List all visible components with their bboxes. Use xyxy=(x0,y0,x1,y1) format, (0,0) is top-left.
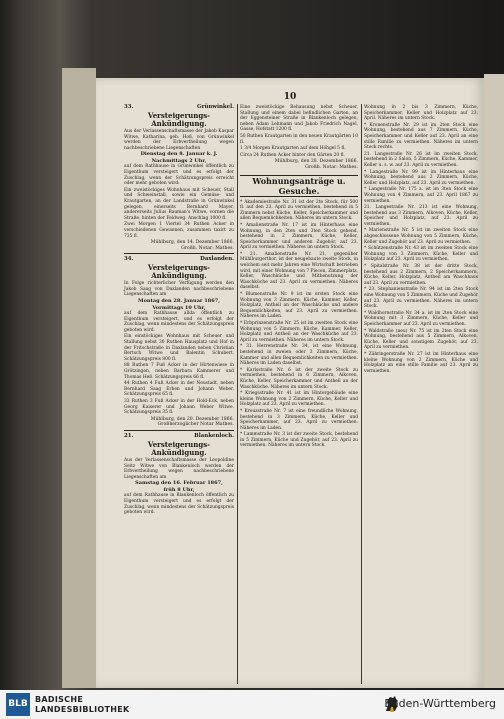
notary-signature: Großherzoglicher Notar Mathes. xyxy=(157,422,234,428)
place-date: Mühlburg, den 28. Dezember 1866. xyxy=(274,159,358,165)
place-date: Mühlburg, den 14. Dezember 1866. xyxy=(150,240,234,246)
column-rule xyxy=(237,104,238,684)
section-body: auf dem Rathhause in Blankenloch öffentlich zu Eigenthum versteigert und es erfolgt der Zuschlag, wenn mindestens der Schätzungspreis geboten wird. xyxy=(124,493,234,516)
list-item: 88 Ruthen 7 Fuß Acker in der Hirtenwiese in Grötzingen, neben Barbara Kammerer und Thomas Heß. Schätzungspreis 66 fl. xyxy=(124,363,234,380)
place-name: Daxlanden. xyxy=(200,256,234,263)
section-title: Versteigerungs-Ankündigung. xyxy=(147,439,211,457)
place-date: Mühlburg, den 20. Dezember 1866. xyxy=(150,416,234,422)
section-header: 34. Daxlanden. xyxy=(124,256,234,263)
section-title: Versteigerungs-Ankündigung. xyxy=(147,111,211,128)
list-item: 50 Ruthen Krautgarten in den neuen Krautgärten 10 fl. xyxy=(240,133,358,145)
ad-item: * Karlsstraße Nr. 6 ist der zweite Stock zu vermiethen, bestehend in 6 Zimmern, Alkoven, Küche, Keller, Speicherkammer und Antheil an der Waschküche. Näheres im untern Stock. xyxy=(240,367,358,390)
section-text: Aus der Verlassenschaftsmasse der Leopoldine Seitz Witwe von Blankenloch werden der Erbvertheilung wegen nachbeschriebene Liegenschaften am xyxy=(124,457,234,480)
state-name: Baden-Württemberg xyxy=(384,697,496,710)
ad-item: * Waldstraße (neu) Nr. 75 ist im 2ten Stock eine Wohnung, bestehend aus 5 Zimmern, Alkoven, Küche, Keller und sonstigem Zugehör, auf 23. April zu vermiethen. xyxy=(364,328,478,351)
institution-name: BADISCHE LANDESBIBLIOTHEK xyxy=(35,695,130,714)
ad-item: 21. Langestraße Nr. 26 ist im zweiten Stock, bestehend in 2 Salon, 5 Zimmern, Küche, Kammer, Keller u. s. w. auf 23. April zu vermiethen. xyxy=(364,151,478,168)
ad-item: * Zähringerstraße Nr. 27 ist im Hinterhaus eine kleine Wohnung von 2 Zimmern, Küche und Holzplatz an eine stille Familie auf 23. April zu vermiethen. xyxy=(364,351,478,374)
list-item: Ein zweistöckiges Wohnhaus mit Scheuer, Stall und Schweinstall, sowie ein Gemüse- und Krautgarten, an der Landstraße in Grünwinkel gelegen, einerseits Bernhard Mayer, andererseits Julius Bauman's Witwe, vornen die Straße, hinten der Feldweg. Anschlag 1000 fl. xyxy=(124,187,234,221)
auction-time: früh 8 Uhr, xyxy=(163,486,195,493)
ad-item: * Lammstraße Nr. 3 ist der zweite Stock, bestehend in 5 Zimmern, Küche und Zugehör, auf 23. April zu vermiethen. Näheres im untern Stock. xyxy=(240,432,358,449)
notary-signature: Großh. Notar: Mathes. xyxy=(305,164,358,170)
list-item: Ein einstöckiges Wohnhaus mit Scheuer und Stallung nebst 30 Ruthen Hausplatz und Hof in der Fritschstraße in Daxlanden neben Christian Bertsch Witwe und Balentin Schubert. Schätzungspreis 800 fl. xyxy=(124,334,234,362)
facing-page-edge xyxy=(62,68,96,688)
auction-date: Samstag den 16. Februar 1867, xyxy=(135,480,223,487)
ad-item: * Kronenstraße Nr. 29 ist im 2ten Stock eine Wohnung, bestehend aus 7 Zimmern, Küche, Speicherkammer und Keller auf 23. April an eine stille Familie zu vermiethen. Näheres im untern Stock rechts. xyxy=(364,122,478,151)
list-item: 33 Ruthen 3 Fuß Acker in der Hold-Eck, neben Georg Kaiserer und Johann Weber Witwe. Schätzungspreis 35 fl. xyxy=(124,398,234,416)
place-name: Blankenloch. xyxy=(194,432,234,439)
newspaper-page xyxy=(96,78,484,688)
ad-item: * Akademiestraße Nr. 31 ist der 2te Stock, für 500 fl. auf den 23. April zu vermiethen, bestehend in 5 Zimmern nebst Küche, Keller, Speicherkammer und allen Bequemlichkeiten. Näheres im untern Stock. xyxy=(240,199,358,222)
section-text: Aus der Verlassenschaftsmasse der Jakob Kaspar Witwe, Katharina, geb. Hoß, von Grünwinkel werden der Erbvertheilung wegen nachbeschriebene Liegenschaften xyxy=(124,129,234,151)
ad-item: * Spitalstraße Nr. 38 ist der dritte Stock, bestehend aus 2 Zimmern, 2 Speicherkammern, Küche, Keller, Holzplatz, Antheil am Waschhaus auf 23. April zu vermiethen. xyxy=(364,264,478,286)
ad-item: 21. Langestraße Nr. 213 ist eine Wohnung, bestehend aus 3 Zimmern, Alkoven, Küche, Keller, Speicher und Holzplatz, auf 23. April zu vermiethen. xyxy=(364,205,478,227)
column-3 xyxy=(364,104,478,375)
classifieds-heading: Wohnungsanträge u. Gesuche. xyxy=(240,175,358,197)
list-item: Circa 24 Ruthen Acker hinter den Gärten 20 fl. xyxy=(240,152,345,158)
ad-item: * Langestraße Nr. 175 a. ist im 3ten Stock eine Wohnung von 4 Zimmern, auf 23. April 1867 zu vermiethen. xyxy=(364,187,478,204)
ad-item: * Schützenstraße Nr. 43 ist im zweiten Stock eine Wohnung von 3 Zimmern, Küche, Keller und Holzplatz auf 23. April zu vermiethen. xyxy=(364,246,478,263)
section-text: In Folge richterlicher Verfügung werden den Jakob Saag von Daxlanden nachbeschriebene Liegenschaften am xyxy=(124,281,234,298)
section-body: auf dem Rathhause in Grünwinkel öffentlich zu Eigenthum versteigert und es erfolgt der Zuschlag, wenn der Schätzungspreis erreicht oder mehr geboten wird: xyxy=(124,164,234,187)
ad-item: * Kriegsstraße Nr. 41 ist im Hintergebäude eine kleine Wohnung von 2 Zimmern, Küche, Keller und Holzplatz auf 23. April zu vermiethen. xyxy=(240,391,358,408)
auction-date: Dienstag den 8. Januar k. J. xyxy=(140,151,218,158)
ad-item: * 21. Amalienstraße Nr. 21, gegenüber Mühlburgerthor, ist der neugebaute zweite Stock, in welchem seit mehr Jahren eine Wirtschaft betrieben wird, mit einer Wohnung von 7 Piecen, Zimmerplatz, Keller, Waschküche und Mitbenutzung der Waschküche auf 23. April zu vermiethen. Näheres daselbst. xyxy=(240,251,358,291)
auction-date: Montag den 28. Januar 1867, xyxy=(138,298,220,305)
list-item: Eine zweistöckige Behausung nebst Scheuer, Stallung und einem dabei befindlichen Garten, an der Eggensteiner Straße in Blankenloch gelegen, neben Adam Lehmann und Jakob Friedrich Nagel, Gasse, Hofstatt 1200 fl. xyxy=(240,105,358,133)
ad-item: * Langestraße Nr. 99 ist im Hinterhaus eine Wohnung, bestehend aus 2 Zimmern, Küche, Keller und Holzplatz, auf 23. April zu vermiethen. xyxy=(364,169,478,186)
page-stack-edge xyxy=(484,74,504,688)
library-footer xyxy=(0,690,504,719)
ad-item: * Blumenstraße Nr. 9 ist im ersten Stock eine Wohnung von 3 Zimmern, Küche, Kammer, Keller, Holzplatz, Antheil an der Waschküche und andere Bequemlichkeiten, auf 23. April zu vermiethen. Näheres im Laden. xyxy=(240,292,358,320)
ad-item: * Kreuzstraße Nr. 7 ist eine freundliche Wohnung, bestehend in 3 Zimmern, Küche, Keller und Speicherkammer, auf 23. April zu vermiethen. Näheres im Laden. xyxy=(240,408,358,431)
section-body: auf dem Rathhause allda öffentlich zu Eigenthum versteigert, und es erfolgt der Zuschlag, wenn mindestens der Schätzungspreis geboten wird. xyxy=(124,311,234,333)
section-header: 33. Grünwinkel. xyxy=(124,104,234,110)
auction-time: Nachmittags 2 Uhr, xyxy=(151,157,207,164)
notary-signature: Großh. Notar: Mathes. xyxy=(181,245,234,251)
column-rule xyxy=(361,104,362,684)
section-header: 21. Blankenloch. xyxy=(124,432,234,439)
page-number: 10 xyxy=(283,92,297,102)
column-1 xyxy=(124,104,234,516)
section-title: Versteigerungs-Ankündigung. xyxy=(147,263,211,281)
place-name: Grünwinkel. xyxy=(197,104,234,110)
column-2 xyxy=(240,104,358,450)
list-item: 1 3/4 Morgen Krautgarten auf dem Höhgel 5 fl. xyxy=(240,146,346,152)
ad-item: * 23. Stephanienstraße Nr. 94 ist im 2ten Stock eine Wohnung von 5 Zimmern, Küche und Zugehör auf 23. April zu vermiethen. Näheres im untern Stock. xyxy=(364,287,478,310)
ad-item: * 31. Herrenstraße Nr. 34, ist eine Wohnung, bestehend in zweien oder 3 Zimmern, Küche, Kammer und allen Bequemlichkeiten zu vermiethen. Näheres im Laden daselbst. xyxy=(240,344,358,367)
ad-item: * Waldhornstraße Nr. 34 a. ist im 2ten Stock eine Wohnung mit 3 Zimmern, Küche, Keller und Speicherkammer auf 23. April zu vermiethen. xyxy=(364,310,478,327)
ad-item: * Amalienstraße Nr. 17 ist im Hinterhaus eine Wohnung, in den 2ten und 3ten Stock gehend, bestehend in 2 Zimmern, Küche, Keller, Speicherkammer und anderen Zugehör, auf 23. April zu vermiethen. Näheres im untern Stock. xyxy=(240,222,358,251)
auction-time: Vormittags 10 Uhr, xyxy=(152,304,206,311)
list-item: 44 Ruthen 4 Fuß Acker in der Neustadt, neben Bernhard Saag Erben und Johann Weber. Schätzungspreis 65 fl. xyxy=(124,381,234,398)
ad-item: * Marienstraße Nr. 5 ist im zweiten Stock eine abgeschlossene Wohnung von 5 Zimmern, Küche, Keller und Zugehör auf 23. April zu vermiethen. xyxy=(364,228,478,245)
ad-item: * Erbprinzenstraße Nr. 25 ist im zweiten Stock eine Wohnung von 5 Zimmern, Küche, Kammer, Keller, Holzplatz und Antheil an der Waschküche auf 23. April zu vermiethen. Näheres im untern Stock. xyxy=(240,321,358,343)
list-item: Zwei Morgen 1 Viertel 34 Ruthen Acker in verschiedenen Gewannen, zusammen taxirt zu 735 fl. xyxy=(124,222,234,239)
blb-logo[interactable]: BLB xyxy=(6,693,30,716)
ad-item: Wohnung in 2 bis 3 Zimmern, Küche, Speicherkammer, Keller und Holzplatz auf 23. April. Näheres im untern Stock. xyxy=(364,105,478,122)
